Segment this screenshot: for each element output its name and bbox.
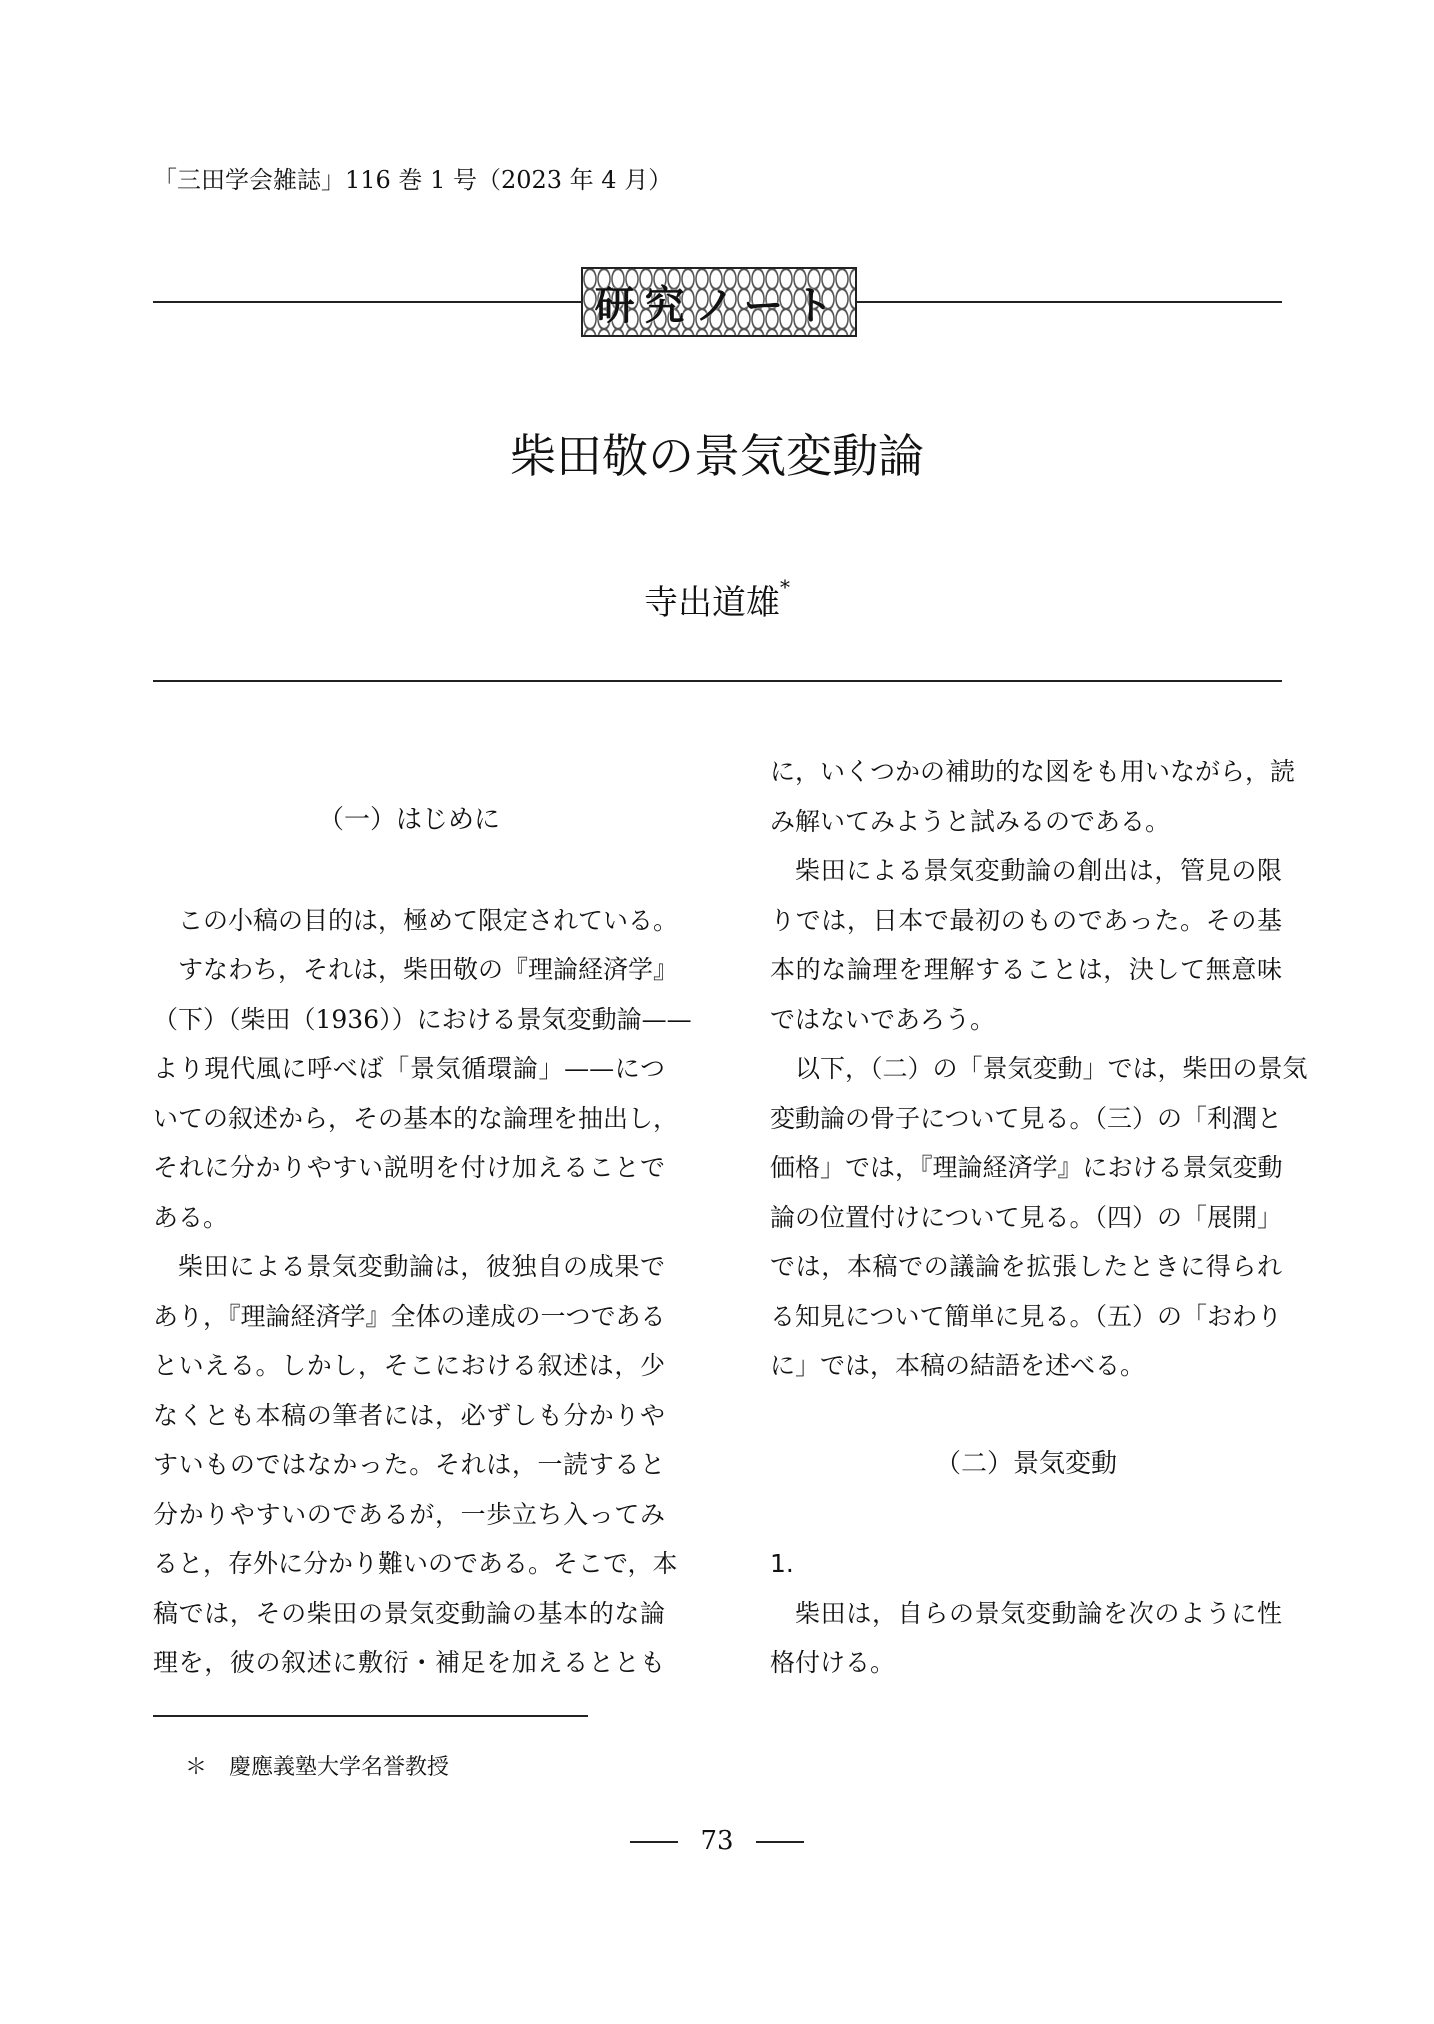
text-line: み解いてみようと試みるのである。 <box>770 806 1171 836</box>
author-footnote-mark: * <box>780 575 790 599</box>
text-line: 柴田は，自らの景気変動論を次のように性 <box>795 1598 1282 1628</box>
text-line: 変動論の骨子について見る。（三）の「利潤と <box>770 1103 1283 1133</box>
dash-left <box>630 1841 678 1843</box>
badge-rule-left <box>153 301 581 303</box>
footnote: ＊ 慶應義塾大学名誉教授 <box>185 1755 450 1780</box>
text-line: りでは，日本で最初のものであった。その基 <box>770 905 1282 935</box>
dash-right <box>756 1841 804 1843</box>
section-badge <box>581 267 857 337</box>
text-line: 論の位置付けについて見る。（四）の「展開」 <box>770 1202 1283 1232</box>
text-line: ると，存外に分かり難いのである。そこで，本 <box>153 1549 678 1578</box>
badge-label: 研究ノート <box>594 282 844 329</box>
text-line: では，本稿での議論を拡張したときに得られ <box>770 1252 1282 1281</box>
text-line: に」では，本稿の結語を述べる。 <box>770 1351 1146 1380</box>
page-number-text: 73 <box>700 1826 734 1856</box>
text-line: すなわち，それは，柴田敬の『理論経済学』 <box>178 955 679 984</box>
text-line: 分かりやすいのであるが，一歩立ち入ってみ <box>153 1499 665 1529</box>
text-line: （下）（柴田（1936））における景気変動論—— <box>153 1004 692 1034</box>
footnote-rule <box>153 1715 588 1717</box>
text-line: 以下，（二）の「景気変動」では，柴田の景気 <box>795 1054 1308 1083</box>
journal-header: 「三田学会雑誌」116 巻 1 号（2023 年 4 月） <box>153 166 673 194</box>
badge-rule-right <box>857 301 1282 303</box>
text-line: この小稿の目的は，極めて限定されている。 <box>178 905 679 935</box>
text-line: より現代風に呼べば「景気循環論」——につ <box>153 1054 665 1083</box>
text-line: といえる。しかし，そこにおける叙述は，少 <box>153 1351 665 1380</box>
text-line: る知見について簡単に見る。（五）の「おわり <box>770 1301 1283 1331</box>
text-line: ある。 <box>153 1202 229 1232</box>
text-line: 柴田による景気変動論の創出は，管見の限 <box>795 856 1282 885</box>
right-column <box>770 747 1308 1688</box>
section-heading-2: （二）景気変動 <box>934 1449 1117 1479</box>
page-number <box>0 1826 1434 1856</box>
section-heading-1: （一）はじめに <box>317 805 500 835</box>
text-line: なくとも本稿の筆者には，必ずしも分かりや <box>153 1400 665 1430</box>
text-line: 柴田による景気変動論は，彼独自の成果で <box>178 1252 665 1281</box>
text-line: いての叙述から，その基本的な論理を抽出し， <box>153 1103 679 1133</box>
article-title: 柴田敬の景気変動論 <box>510 429 924 483</box>
text-line: 価格」では，『理論経済学』における景気変動 <box>770 1153 1283 1182</box>
left-column <box>153 796 692 1688</box>
text-line: すいものではなかった。それは，一読すると <box>153 1450 665 1479</box>
text-line: ではないであろう。 <box>770 1004 996 1034</box>
author-name: 寺出道雄 <box>644 583 780 623</box>
text-line: に，いくつかの補助的な図をも用いながら，読 <box>770 757 1296 786</box>
text-line: それに分かりやすい説明を付け加えることで <box>153 1153 665 1182</box>
author <box>0 575 1434 624</box>
title-divider <box>153 680 1282 682</box>
text-line: 稿では，その柴田の景気変動論の基本的な論 <box>153 1598 665 1628</box>
text-line: 本的な論理を理解することは，決して無意味 <box>770 955 1282 984</box>
subsection-number: 1. <box>770 1549 794 1578</box>
text-line: 理を，彼の叙述に敷衍・補足を加えるととも <box>153 1648 665 1677</box>
text-line: 格付ける。 <box>770 1648 896 1677</box>
text-line: あり，『理論経済学』全体の達成の一つである <box>153 1301 666 1331</box>
